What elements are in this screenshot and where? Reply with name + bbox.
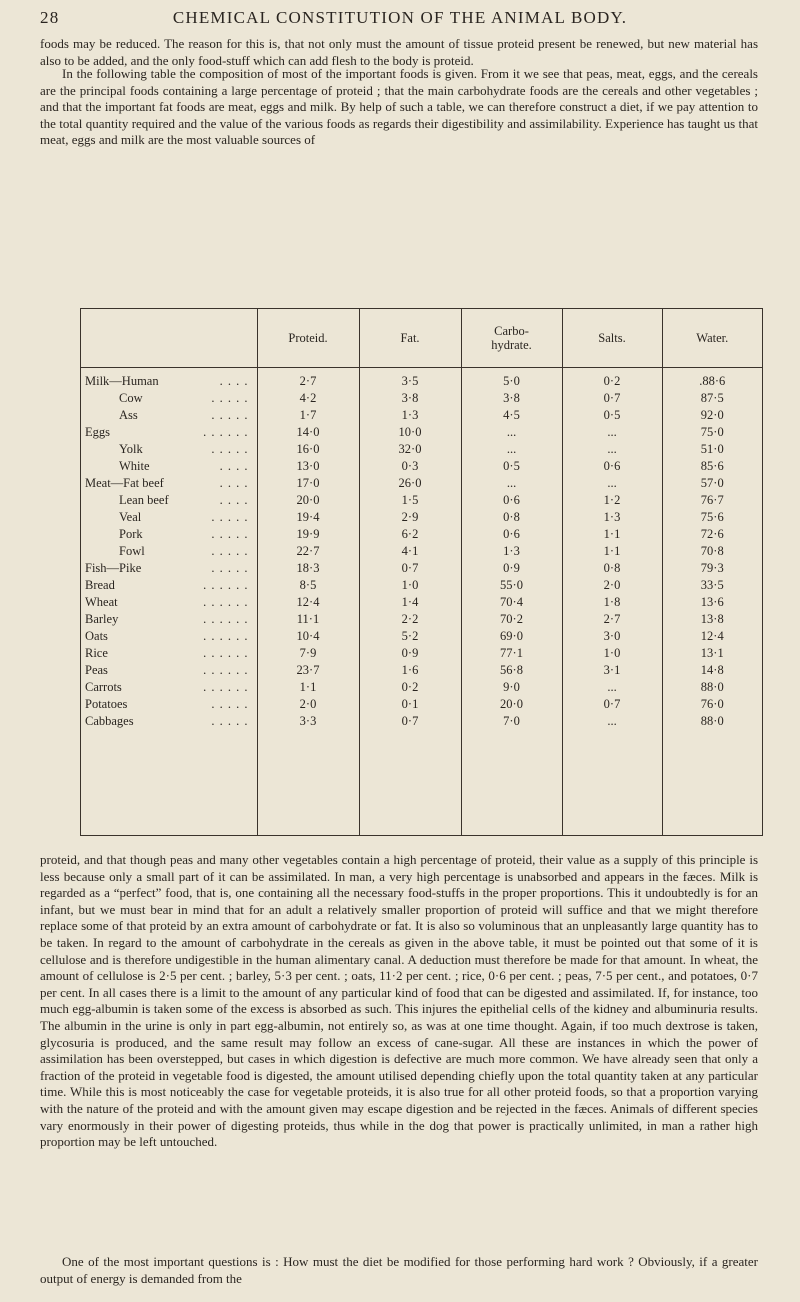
cell-carbo: 0·6 — [461, 525, 562, 542]
food-name-cell — [81, 389, 257, 406]
food-name-cell — [81, 627, 257, 644]
cell-water: 88·0 — [662, 678, 762, 695]
cell-carbo: 56·8 — [461, 661, 562, 678]
table-row — [81, 593, 762, 610]
table-row — [81, 678, 762, 695]
col-header-water: Water. — [662, 309, 762, 368]
leader-dots: . . . . . . — [203, 424, 249, 439]
food-name-cell — [81, 542, 257, 559]
cell-fat: 1·0 — [359, 576, 461, 593]
cell-fat: 3·5 — [359, 368, 461, 390]
food-name-cell — [81, 559, 257, 576]
cell-carbo: 77·1 — [461, 644, 562, 661]
food-name: Oats — [85, 628, 108, 643]
leader-dots: . . . . . — [211, 543, 249, 558]
cell-water: 14·8 — [662, 661, 762, 678]
cell-fat: 2·2 — [359, 610, 461, 627]
food-name: Ass — [119, 407, 138, 422]
leader-dots: . . . . . . — [203, 594, 249, 609]
cell-carbo: 5·0 — [461, 368, 562, 390]
cell-salts: ... — [562, 423, 662, 440]
paragraph-digestibility: proteid, and that though peas and many other vegetables contain a high percentage of proteid, their value as a supply of this principle is less because only a small part of it can be assimilated. In man, a very high percentage is unabsorbed and appears in the fæces. Milk is regarded as a “perfect” food, that is, one containing all the necessary food-stuffs in the proper proportions. This it undoubtedly is for an infant, but we must bear in mind that for an adult a relatively smaller proportion of proteid will suffice and that we might therefore replace some of that proteid by an extra amount of carbohydrate or fat. It is also so voluminous that an unpleasantly large quantity has to be taken. In regard to the amount of carbohydrate in the cereals as given in the above table, it must be pointed out that some of it is cellulose and is therefore undigestible in the human alimentary canal. A deduction must therefore be made for that amount. In wheat, the amount of cellulose is 2·5 per cent. ; barley, 5·3 per cent. ; oats, 11·2 per cent. ; rice, 0·6 per cent. ; peas, 7·5 per cent., and potatoes, 0·7 per cent. In all cases there is a limit to the amount of any particular kind of food that can be digested and assimilated. If, for instance, too much egg-albumin is taken some of the excess is absorbed as such. This injures the epithelial cells of the kidney and albuminuria results. The albumin in the urine is only in part egg-albumin, not entirely so, as was at one time thought. Again, if too much dextrose is taken, glycosuria is produced, and the same result may follow an excess of cane-sugar. All these are instances in which the power of assimilation has been overstepped, but cases in which digestion is defective are much more common. We have already seen that only a fraction of the proteid in vegetable food is digested, the amount utilised depending chiefly upon the total quantity taken at any particular time. While this is most noticeably the case for vegetable proteids, it is also true for all other proteid foods, so that a proportion varying with the nature of the proteid and with the amount given may escape digestion and be rejected in the fæces. Animals of different species vary enormously in their power of digesting proteids, thus while in the dog that power is practically unlimited, in man a rather high proportion may be left untouched. — [40, 852, 758, 1150]
cell-fat: 10·0 — [359, 423, 461, 440]
food-name: Rice — [85, 645, 108, 660]
cell-proteid: 4·2 — [257, 389, 359, 406]
cell-salts: ... — [562, 712, 662, 729]
cell-fat: 26·0 — [359, 474, 461, 491]
table-row — [81, 525, 762, 542]
cell-proteid: 11·1 — [257, 610, 359, 627]
cell-proteid: 1·1 — [257, 678, 359, 695]
cell-carbo: 0·8 — [461, 508, 562, 525]
cell-proteid: 14·0 — [257, 423, 359, 440]
food-name: Peas — [85, 662, 108, 677]
cell-salts: 1·8 — [562, 593, 662, 610]
cell-salts: 0·7 — [562, 389, 662, 406]
cell-salts: 3·0 — [562, 627, 662, 644]
cell-proteid: 10·4 — [257, 627, 359, 644]
leader-dots: . . . . . — [211, 509, 249, 524]
cell-water: 88·0 — [662, 712, 762, 729]
cell-water: 76·7 — [662, 491, 762, 508]
cell-water: 75·0 — [662, 423, 762, 440]
leader-dots: . . . . . — [211, 390, 249, 405]
food-name-cell — [81, 474, 257, 491]
cell-fat: 1·6 — [359, 661, 461, 678]
cell-salts: 0·5 — [562, 406, 662, 423]
table-row — [81, 491, 762, 508]
leader-dots: . . . . . . — [203, 628, 249, 643]
cell-water: 85·6 — [662, 457, 762, 474]
col-header-carbohydrate: Carbo- hydrate. — [461, 309, 562, 368]
leader-dots: . . . . . . — [203, 679, 249, 694]
cell-salts: 0·7 — [562, 695, 662, 712]
food-name-cell — [81, 457, 257, 474]
spacer-cell — [461, 729, 562, 835]
cell-carbo: 69·0 — [461, 627, 562, 644]
leader-dots: . . . . — [219, 458, 249, 473]
cell-carbo: ... — [461, 423, 562, 440]
cell-carbo: 70·2 — [461, 610, 562, 627]
leader-dots: . . . . . — [211, 407, 249, 422]
cell-proteid: 1·7 — [257, 406, 359, 423]
cell-water: 12·4 — [662, 627, 762, 644]
cell-carbo: ... — [461, 474, 562, 491]
table-header-row — [81, 309, 762, 368]
cell-fat: 6·2 — [359, 525, 461, 542]
food-name: Veal — [119, 509, 142, 524]
food-name: Bread — [85, 577, 115, 592]
cell-salts: ... — [562, 678, 662, 695]
table-row — [81, 474, 762, 491]
cell-water: 13·1 — [662, 644, 762, 661]
cell-water: 92·0 — [662, 406, 762, 423]
leader-dots: . . . . . — [211, 526, 249, 541]
cell-salts: 1·3 — [562, 508, 662, 525]
cell-proteid: 7·9 — [257, 644, 359, 661]
cell-proteid: 17·0 — [257, 474, 359, 491]
table-row — [81, 542, 762, 559]
leader-dots: . . . . . . — [203, 662, 249, 677]
cell-salts: 2·7 — [562, 610, 662, 627]
spacer-cell — [81, 729, 257, 835]
food-column-header — [81, 309, 257, 368]
food-name-cell — [81, 661, 257, 678]
table-row — [81, 508, 762, 525]
cell-proteid: 12·4 — [257, 593, 359, 610]
cell-salts: 1·1 — [562, 525, 662, 542]
cell-proteid: 18·3 — [257, 559, 359, 576]
running-title: CHEMICAL CONSTITUTION OF THE ANIMAL BODY. — [172, 8, 628, 27]
food-name-cell — [81, 610, 257, 627]
food-name-cell — [81, 525, 257, 542]
cell-carbo: 55·0 — [461, 576, 562, 593]
leader-dots: . . . . . . — [203, 577, 249, 592]
table-row — [81, 627, 762, 644]
food-composition-table — [80, 308, 763, 836]
cell-fat: 1·4 — [359, 593, 461, 610]
cell-salts: 1·0 — [562, 644, 662, 661]
cell-proteid: 19·9 — [257, 525, 359, 542]
cell-carbo: 3·8 — [461, 389, 562, 406]
food-name: Meat—Fat beef — [85, 475, 164, 490]
cell-fat: 4·1 — [359, 542, 461, 559]
table-row — [81, 559, 762, 576]
cell-water: 51·0 — [662, 440, 762, 457]
page-number: 28 — [40, 8, 60, 27]
cell-water: 13·8 — [662, 610, 762, 627]
food-name-cell — [81, 368, 257, 390]
cell-salts: 3·1 — [562, 661, 662, 678]
spacer-cell — [662, 729, 762, 835]
cell-salts: 0·2 — [562, 368, 662, 390]
cell-water: 76·0 — [662, 695, 762, 712]
cell-fat: 0·7 — [359, 712, 461, 729]
col-header-salts: Salts. — [562, 309, 662, 368]
paragraph-hard-work: One of the most important questions is : How must the diet be modified for those performing hard work ? Obviously, if a greater output of energy is demanded from the — [40, 1254, 758, 1286]
cell-fat: 5·2 — [359, 627, 461, 644]
food-name: Fish—Pike — [85, 560, 142, 575]
food-name: Milk—Human — [85, 373, 159, 388]
food-name: Barley — [85, 611, 119, 626]
cell-proteid: 16·0 — [257, 440, 359, 457]
cell-water: 33·5 — [662, 576, 762, 593]
leader-dots: . . . . . — [211, 560, 249, 575]
table-row — [81, 712, 762, 729]
leader-dots: . . . . — [219, 373, 249, 388]
cell-proteid: 2·7 — [257, 368, 359, 390]
cell-proteid: 23·7 — [257, 661, 359, 678]
cell-salts: 2·0 — [562, 576, 662, 593]
food-name: Cabbages — [85, 713, 134, 728]
table-row — [81, 440, 762, 457]
food-name-cell — [81, 423, 257, 440]
cell-proteid: 20·0 — [257, 491, 359, 508]
food-name-cell — [81, 593, 257, 610]
food-name-cell — [81, 695, 257, 712]
table-spacer-row — [81, 729, 762, 835]
cell-water: 87·5 — [662, 389, 762, 406]
cell-fat: 0·2 — [359, 678, 461, 695]
cell-proteid: 13·0 — [257, 457, 359, 474]
col-header-proteid: Proteid. — [257, 309, 359, 368]
leader-dots: . . . . . — [211, 696, 249, 711]
table-row — [81, 661, 762, 678]
food-name: Carrots — [85, 679, 122, 694]
cell-proteid: 3·3 — [257, 712, 359, 729]
table-row — [81, 389, 762, 406]
cell-proteid: 19·4 — [257, 508, 359, 525]
cell-fat: 0·3 — [359, 457, 461, 474]
cell-water: 13·6 — [662, 593, 762, 610]
food-name: Potatoes — [85, 696, 128, 711]
food-name: Fowl — [119, 543, 145, 558]
food-name: Eggs — [85, 424, 110, 439]
food-name: Pork — [119, 526, 143, 541]
cell-salts: 0·6 — [562, 457, 662, 474]
food-name-cell — [81, 712, 257, 729]
paragraph-intro: foods may be reduced. The reason for this is, that not only must the amount of tissue proteid present be renewed, but new material has also to be added, and the only food-stuff which can add flesh to the body is proteid. — [40, 36, 758, 68]
cell-carbo: 0·9 — [461, 559, 562, 576]
cell-fat: 32·0 — [359, 440, 461, 457]
running-header — [40, 8, 760, 30]
food-name-cell — [81, 491, 257, 508]
cell-carbo: 1·3 — [461, 542, 562, 559]
spacer-cell — [359, 729, 461, 835]
leader-dots: . . . . — [219, 492, 249, 507]
food-name-cell — [81, 576, 257, 593]
cell-carbo: 7·0 — [461, 712, 562, 729]
food-name-cell — [81, 440, 257, 457]
leader-dots: . . . . . . — [203, 611, 249, 626]
cell-fat: 0·9 — [359, 644, 461, 661]
cell-water: 75·6 — [662, 508, 762, 525]
cell-salts: 1·1 — [562, 542, 662, 559]
cell-water: .88·6 — [662, 368, 762, 390]
leader-dots: . . . . . — [211, 713, 249, 728]
cell-carbo: 9·0 — [461, 678, 562, 695]
food-name: Lean beef — [119, 492, 169, 507]
food-name-cell — [81, 406, 257, 423]
food-name: Wheat — [85, 594, 118, 609]
cell-fat: 1·3 — [359, 406, 461, 423]
food-name: Cow — [119, 390, 143, 405]
table-row — [81, 368, 762, 390]
table-row — [81, 576, 762, 593]
cell-carbo: 70·4 — [461, 593, 562, 610]
food-name: White — [119, 458, 150, 473]
cell-proteid: 22·7 — [257, 542, 359, 559]
food-name-cell — [81, 508, 257, 525]
table-row — [81, 610, 762, 627]
leader-dots: . . . . . . — [203, 645, 249, 660]
cell-carbo: 4·5 — [461, 406, 562, 423]
cell-water: 70·8 — [662, 542, 762, 559]
cell-water: 72·6 — [662, 525, 762, 542]
cell-carbo: 0·6 — [461, 491, 562, 508]
food-name-cell — [81, 644, 257, 661]
cell-salts: ... — [562, 474, 662, 491]
cell-salts: 1·2 — [562, 491, 662, 508]
spacer-cell — [562, 729, 662, 835]
table-row — [81, 457, 762, 474]
spacer-cell — [257, 729, 359, 835]
leader-dots: . . . . — [219, 475, 249, 490]
cell-proteid: 2·0 — [257, 695, 359, 712]
cell-water: 57·0 — [662, 474, 762, 491]
table-row — [81, 406, 762, 423]
cell-carbo: 20·0 — [461, 695, 562, 712]
table-row — [81, 644, 762, 661]
cell-salts: ... — [562, 440, 662, 457]
cell-fat: 0·7 — [359, 559, 461, 576]
food-name: Yolk — [119, 441, 143, 456]
cell-fat: 1·5 — [359, 491, 461, 508]
cell-fat: 2·9 — [359, 508, 461, 525]
col-header-fat: Fat. — [359, 309, 461, 368]
table-row — [81, 423, 762, 440]
cell-fat: 0·1 — [359, 695, 461, 712]
cell-proteid: 8·5 — [257, 576, 359, 593]
leader-dots: . . . . . — [211, 441, 249, 456]
food-name-cell — [81, 678, 257, 695]
table-row — [81, 695, 762, 712]
paragraph-table-intro: In the following table the composition of most of the important foods is given. From it we see that peas, meat, eggs, and the cereals are the principal foods containing a large percentage of proteid ; that the main carbohydrate foods are the cereals and other vegetables ; and that the important fat foods are meat, eggs and milk. By help of such a table, we can therefore construct a diet, if we pay attention to the total quantity required and the value of the various foods as regards their digestibility and assimilability. Experience has taught us that meat, eggs and milk are the most valuable sources of — [40, 66, 758, 148]
cell-carbo: ... — [461, 440, 562, 457]
cell-salts: 0·8 — [562, 559, 662, 576]
cell-fat: 3·8 — [359, 389, 461, 406]
cell-carbo: 0·5 — [461, 457, 562, 474]
cell-water: 79·3 — [662, 559, 762, 576]
